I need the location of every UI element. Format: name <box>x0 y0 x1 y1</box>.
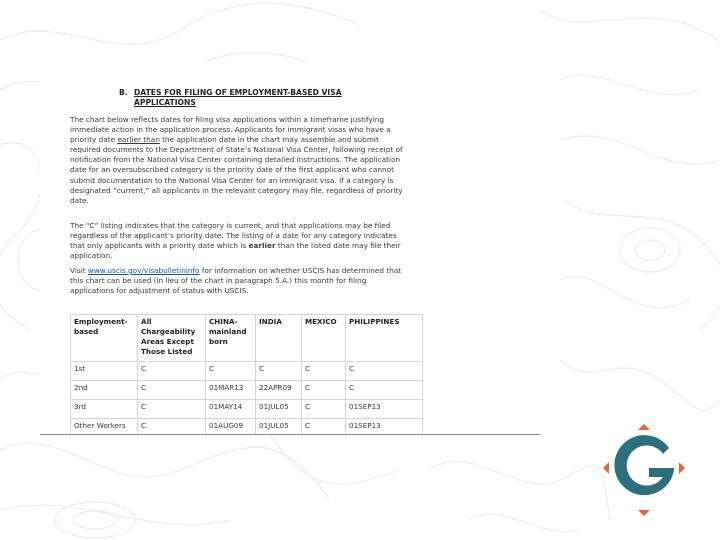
logo-arrow-top-icon <box>638 424 650 430</box>
table-cell: C <box>302 419 346 436</box>
table-cell: C <box>302 362 346 381</box>
table-cell: C <box>256 362 302 381</box>
table-cell: 01MAY14 <box>206 400 256 419</box>
table-cell: 01MAR13 <box>206 381 256 400</box>
table-cell: 3rd <box>71 400 138 419</box>
table-cell: 01SEP13 <box>346 400 423 419</box>
table-cell: C <box>138 362 206 381</box>
table-cell: 1st <box>71 362 138 381</box>
col-header-mexico: MEXICO <box>302 315 346 362</box>
table-cell: C <box>138 381 206 400</box>
g-monogram-logo-icon <box>603 424 685 518</box>
table-row <box>71 362 423 381</box>
col-header-all-chargeability: All Chargeability Areas Except Those Listed <box>138 315 206 362</box>
table-cell: C <box>206 362 256 381</box>
col-header-philippines: PHILIPPINES <box>346 315 423 362</box>
col-header-employment-based: Employment-based <box>71 315 138 362</box>
table-row <box>71 400 423 419</box>
table-cell: 01JUL05 <box>256 419 302 436</box>
bulletin-document <box>40 62 540 435</box>
table-cell: 01AUG09 <box>206 419 256 436</box>
section-number: B. <box>119 88 128 97</box>
table-cell: C <box>346 362 423 381</box>
table-cell: 2nd <box>71 381 138 400</box>
table-cell: C <box>302 400 346 419</box>
logo-arrow-right-icon <box>679 462 685 474</box>
earlier-than-emphasis: earlier than <box>117 135 160 145</box>
logo-arrow-left-icon <box>603 462 609 474</box>
table-cell: Other Workers <box>71 419 138 436</box>
logo-arrow-bottom-icon <box>638 510 650 516</box>
paragraph-uscis-visit: Visit www.uscis.gov/visabulletininfo for information on whether USCIS has determined that this chart can be used (in lieu of the chart in paragraph 5.A.) this month for filing applications for adjustment of status with USCIS. <box>70 266 402 296</box>
table-cell: C <box>138 400 206 419</box>
table-header-row <box>71 315 423 362</box>
table-cell: C <box>346 381 423 400</box>
paragraph-filing-dates: The chart below reflects dates for filing visa applications within a timeframe justifying immediate action in the application process. Applicants for immigrant visas who have a priority date earlier than the application date in the chart may assemble and submit required documents to the Department of State’s National Visa Center, following receipt of notification from the National Visa Center containing detailed instructions. The application date for an oversubscribed category is the priority date of the first applicant who cannot submit documentation to the National Visa Center for an immigrant visa. If a category is designated “current,” all applicants in the relevant category may file, regardless of priority date. <box>70 115 403 205</box>
col-header-india: INDIA <box>256 315 302 362</box>
logo-g-letter-icon <box>614 435 674 495</box>
table-cell: 22APR09 <box>256 381 302 400</box>
table-row <box>71 381 423 400</box>
table-cell: C <box>138 419 206 436</box>
section-title: DATES FOR FILING OF EMPLOYMENT-BASED VISA APPLICATIONS <box>134 88 342 107</box>
table-cell: 01SEP13 <box>346 419 423 436</box>
earlier-emphasis: earlier <box>248 241 276 251</box>
col-header-china: CHINA-mainland born <box>206 315 256 362</box>
paragraph-current-listing: The “C” listing indicates that the category is current, and that applications may be filed regardless of the applicant’s priority date. The listing of a date for any category indicates that only applicants with a priority date which is earlier than the listed date may file their application. <box>70 221 401 261</box>
table-cell: C <box>302 381 346 400</box>
table-cell: 01JUL05 <box>256 400 302 419</box>
filing-dates-table <box>70 314 423 435</box>
table-row <box>71 419 423 436</box>
uscis-link[interactable]: www.uscis.gov/visabulletininfo <box>87 266 200 275</box>
